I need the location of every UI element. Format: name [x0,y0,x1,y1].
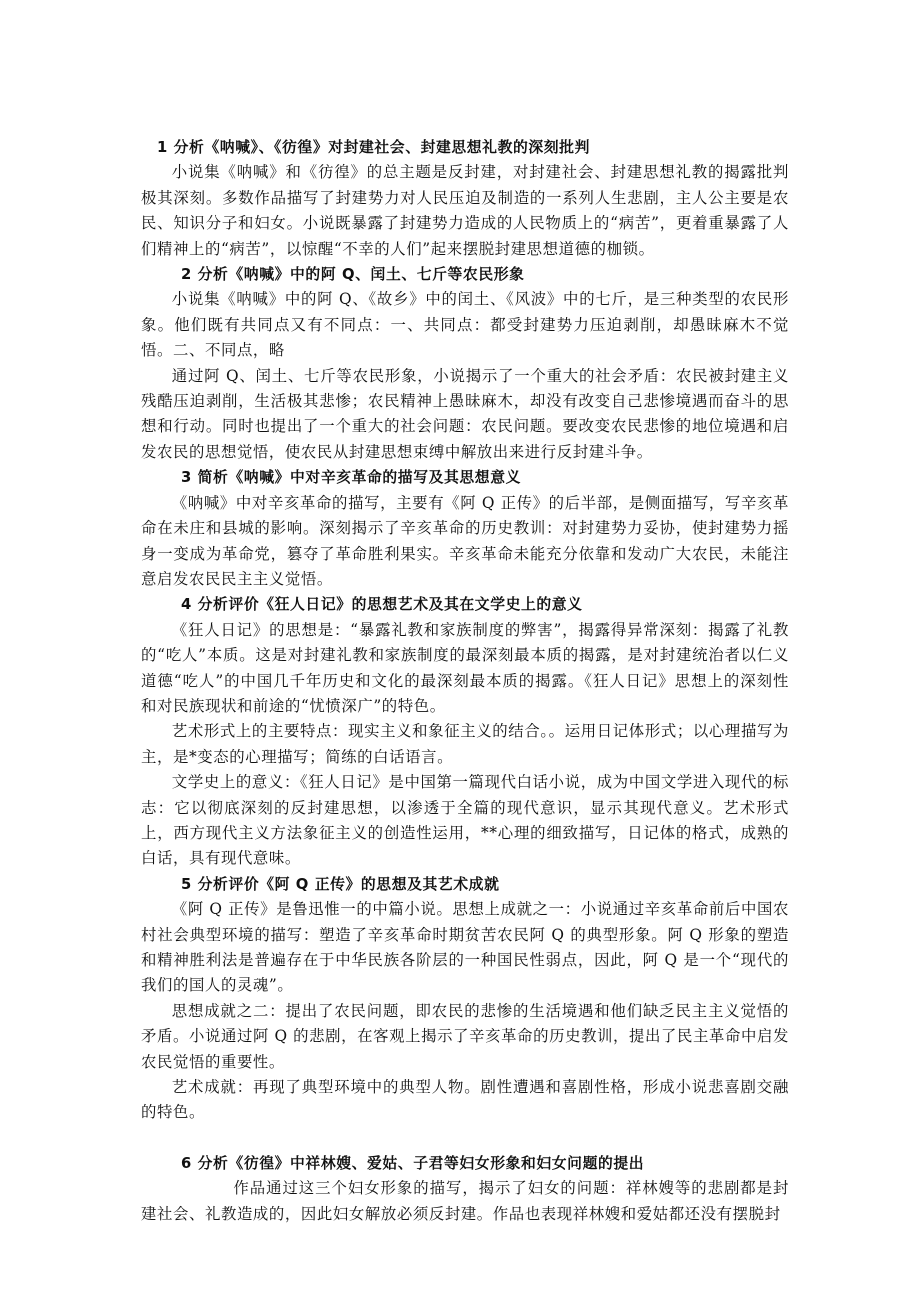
paragraph: 艺术成就：再现了典型环境中的典型人物。剧性遭遇和喜剧性格，形成小说悲喜剧交融的特色。 [141,1078,789,1122]
section-heading-3: 3 简析《呐喊》中对辛亥革命的描写及其思想意义 [181,469,521,487]
paragraph: 小说集《呐喊》中的阿 Q、《故乡》中的闰土、《风波》中的七斤，是三种类型的农民形象。他们既有共同点又有不同点：一、共同点：都受封建势力压迫剥削，却愚昧麻木不觉悟。二、不同点，略 [141,290,789,360]
paragraph: 思想成就之二：提出了农民问题，即农民的悲惨的生活境遇和他们缺乏民主主义觉悟的矛盾。小说通过阿 Q 的悲剧，在客观上揭示了辛亥革命的历史教训，提出了民主革命中启发农民觉悟的重要性。 [141,1001,789,1071]
section-heading-6: 6 分析《彷徨》中祥林嫂、爱姑、子君等妇女形象和妇女问题的提出 [181,1154,645,1172]
paragraph: 《呐喊》中对辛亥革命的描写，主要有《阿 Q 正传》的后半部，是侧面描写，写辛亥革命在未庄和县城的影响。深刻揭示了辛亥革命的历史教训：对封建势力妥协，使封建势力摇身一变成为革命党，篡夺了革命胜利果实。辛亥革命未能充分依靠和发动广大农民，未能注意启发农民民主主义觉悟。 [141,493,789,588]
section-heading-5: 5 分析评价《阿 Q 正传》的思想及其艺术成就 [181,875,500,893]
document-body [141,135,789,1227]
paragraph: 通过阿 Q、闰土、七斤等农民形象，小说揭示了一个重大的社会矛盾：农民被封建主义残酷压迫剥削，生活极其悲惨；农民精神上愚昧麻木，却没有改变自己悲惨境遇而奋斗的思想和行动。同时也提出了一个重大的社会问题：农民问题。要改变农民悲惨的地位境遇和启发农民的思想觉悟，使农民从封建思想束缚中解放出来进行反封建斗争。 [141,366,789,461]
section-heading-1: 1 分析《呐喊》、《彷徨》对封建社会、封建思想礼教的深刻批判 [157,139,590,156]
section-heading-4: 4 分析评价《狂人日记》的思想艺术及其在文学史上的意义 [181,596,583,614]
paragraph: 《阿 Q 正传》是鲁迅惟一的中篇小说。思想上成就之一：小说通过辛亥革命前后中国农村社会典型环境的描写：塑造了辛亥革命时期贫苦农民阿 Q 的典型形象。阿 Q 形象的塑造和精神胜利法是普遍存在于中华民族各阶层的一种国民性弱点，因此，阿 Q 是一个“现代的我们的国人的灵魂”。 [141,900,789,995]
section-heading-2: 2 分析《呐喊》中的阿 Q、闰土、七斤等农民形象 [181,266,525,284]
paragraph: 作品通过这三个妇女形象的描写，揭示了妇女的问题：祥林嫂等的悲剧都是封建社会、礼教造成的，因此妇女解放必须反封建。作品也表现祥林嫂和爱姑都还没有摆脱封 [141,1179,789,1223]
paragraph: 《狂人日记》的思想是：“暴露礼教和家族制度的弊害”，揭露得异常深刻：揭露了礼教的“吃人”本质。这是对封建礼教和家族制度的最深刻最本质的揭露，是对封建统治者以仁义道德“吃人”的中国几千年历史和文化的最深刻最本质的揭露。《狂人日记》思想上的深刻性和对民族现状和前途的“忧愤深广”的特色。 [141,620,789,715]
paragraph: 小说集《呐喊》和《彷徨》的总主题是反封建，对封建社会、封建思想礼教的揭露批判极其深刻。多数作品描写了封建势力对人民压迫及制造的一系列人生悲剧，主人公主要是农民、知识分子和妇女。小说既暴露了封建势力造成的人民物质上的“病苦”，更着重暴露了人们精神上的“病苦”，以惊醒“不幸的人们”起来摆脱封建思想道德的枷锁。 [141,163,789,258]
paragraph: 文学史上的意义：《狂人日记》是中国第一篇现代白话小说，成为中国文学进入现代的标志：它以彻底深刻的反封建思想，以渗透于全篇的现代意识，显示其现代意义。艺术形式上，西方现代主义方法象征主义的创造性运用，**心理的细致描写，日记体的格式，成熟的白话，具有现代意味。 [141,773,789,868]
blank-line [141,1126,789,1151]
paragraph: 艺术形式上的主要特点：现实主义和象征主义的结合。。运用日记体形式；以心理描写为主，是*变态的心理描写；简练的白话语言。 [141,722,789,766]
